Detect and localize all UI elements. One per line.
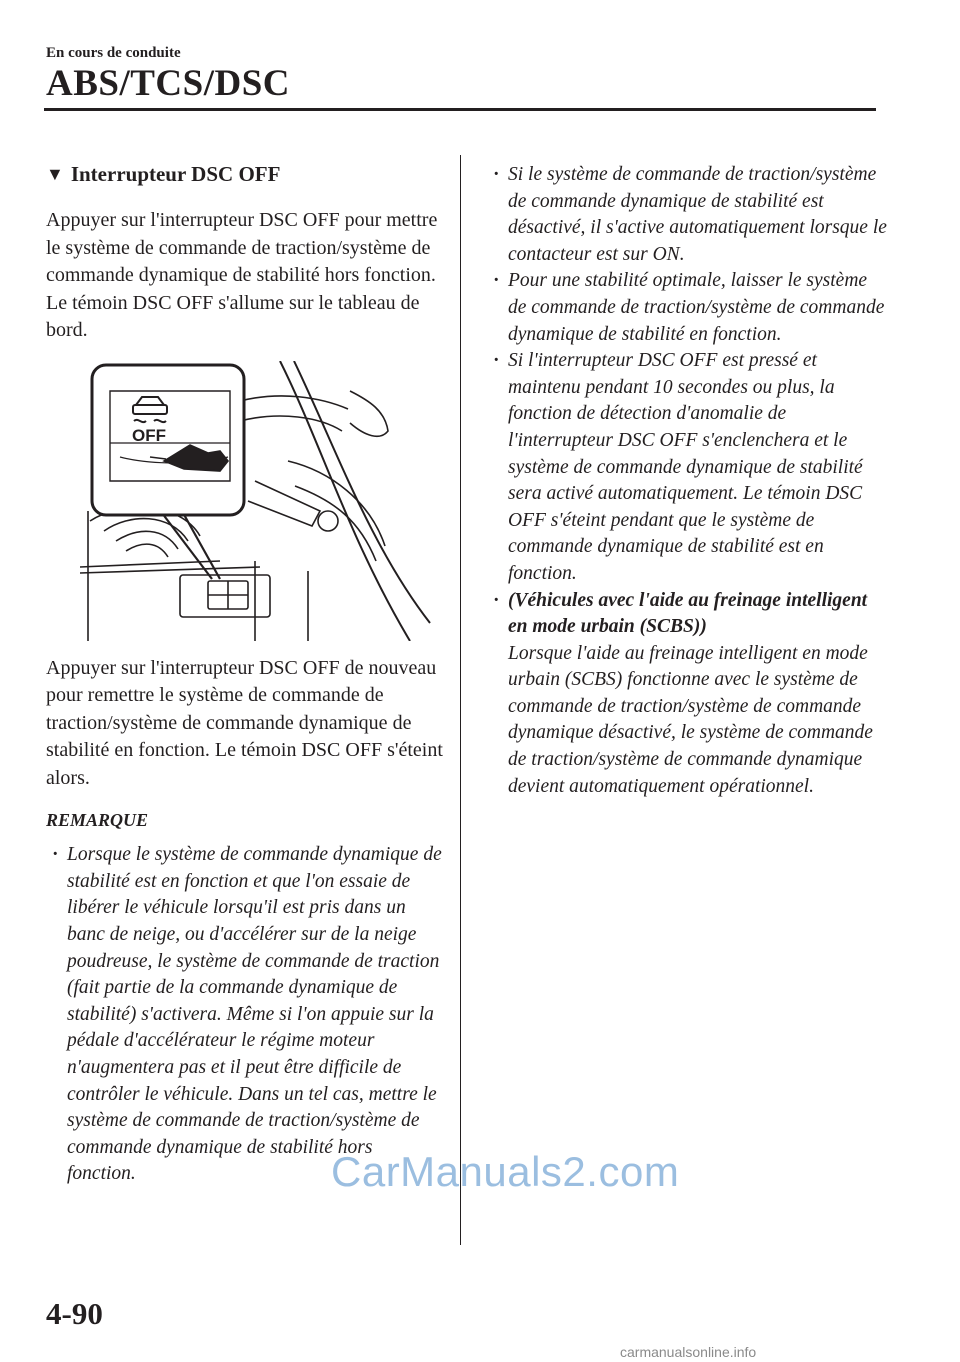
info-list [487, 162, 887, 800]
footer-site: carmanualsonline.info [620, 1344, 757, 1360]
header-rule [44, 108, 876, 111]
column-divider [460, 155, 461, 1245]
off-label: OFF [132, 425, 166, 445]
dsc-switch-illustration [80, 361, 440, 641]
right-column [487, 162, 887, 800]
note-list [46, 842, 446, 1188]
page-title: ABS/TCS/DSC [46, 63, 291, 104]
section-heading [46, 162, 446, 187]
scbs-text: Lorsque l'aide au freinage intelligent en mode urbain (SCBS) fonctionne avec le système de commande de traction/système de commande dynamique désactivé, le système de commande de traction/système de commande dynamique devient automatiquement opérationnel. [508, 642, 873, 797]
list-item: · Lorsque le système de commande dynamique de stabilité est en fonction et que l'on essaie de libérer le véhicule lorsqu'il est pris dans un banc de neige, ou d'accélérer sur de la neige poudreuse, le système de commande de traction (fait partie de la commande dynamique de stabilité) s'activera. Même si l'on appuie sur la pédale d'accélérateur le régime moteur n'augmentera pas et il peut être difficile de contrôler le véhicule. Dans un tel cas, mettre le système de commande de traction/système de commande dynamique de stabilité hors fonction. [46, 842, 446, 1188]
page-number: 4-90 [46, 1296, 103, 1331]
intro-paragraph: Appuyer sur l'interrupteur DSC OFF pour mettre le système de commande de traction/système de commande dynamique de stabilité hors fonction. Le témoin DSC OFF s'allume sur le tableau de bord. [46, 209, 438, 342]
triangle-down-icon: ▼ [46, 163, 64, 184]
list-item [487, 588, 887, 801]
list-item: · Si le système de commande de traction/système de commande dynamique de stabilité est désactivé, il s'active automatiquement lorsque le contacteur est sur ON. [487, 162, 887, 268]
section-label: En cours de conduite [46, 45, 181, 61]
section-heading-text: Interrupteur DSC OFF [70, 162, 281, 186]
left-column [46, 162, 446, 1188]
note-title: REMARQUE [46, 810, 149, 831]
scbs-title: · (Véhicules avec l'aide au freinage intelligent en mode urbain (SCBS)) [508, 589, 868, 638]
watermark: CarManuals2.com [331, 1148, 680, 1195]
list-item: · Pour une stabilité optimale, laisser le système de commande de traction/système de commande dynamique de stabilité en fonction. [487, 268, 887, 348]
list-item: · Si l'interrupteur DSC OFF est pressé et maintenu pendant 10 secondes ou plus, la fonction de détection d'anomalie de l'interrupteur DSC OFF s'enclenchera et le système de commande dynamique de stabilité sera activé automatiquement. Le témoin DSC OFF s'éteint pendant que le système de commande dynamique de stabilité est en fonction. [487, 348, 887, 587]
after-figure-paragraph: Appuyer sur l'interrupteur DSC OFF de nouveau pour remettre le système de commande de traction/système de commande dynamique de stabilité en fonction. Le témoin DSC OFF s'éteint alors. [46, 656, 443, 789]
